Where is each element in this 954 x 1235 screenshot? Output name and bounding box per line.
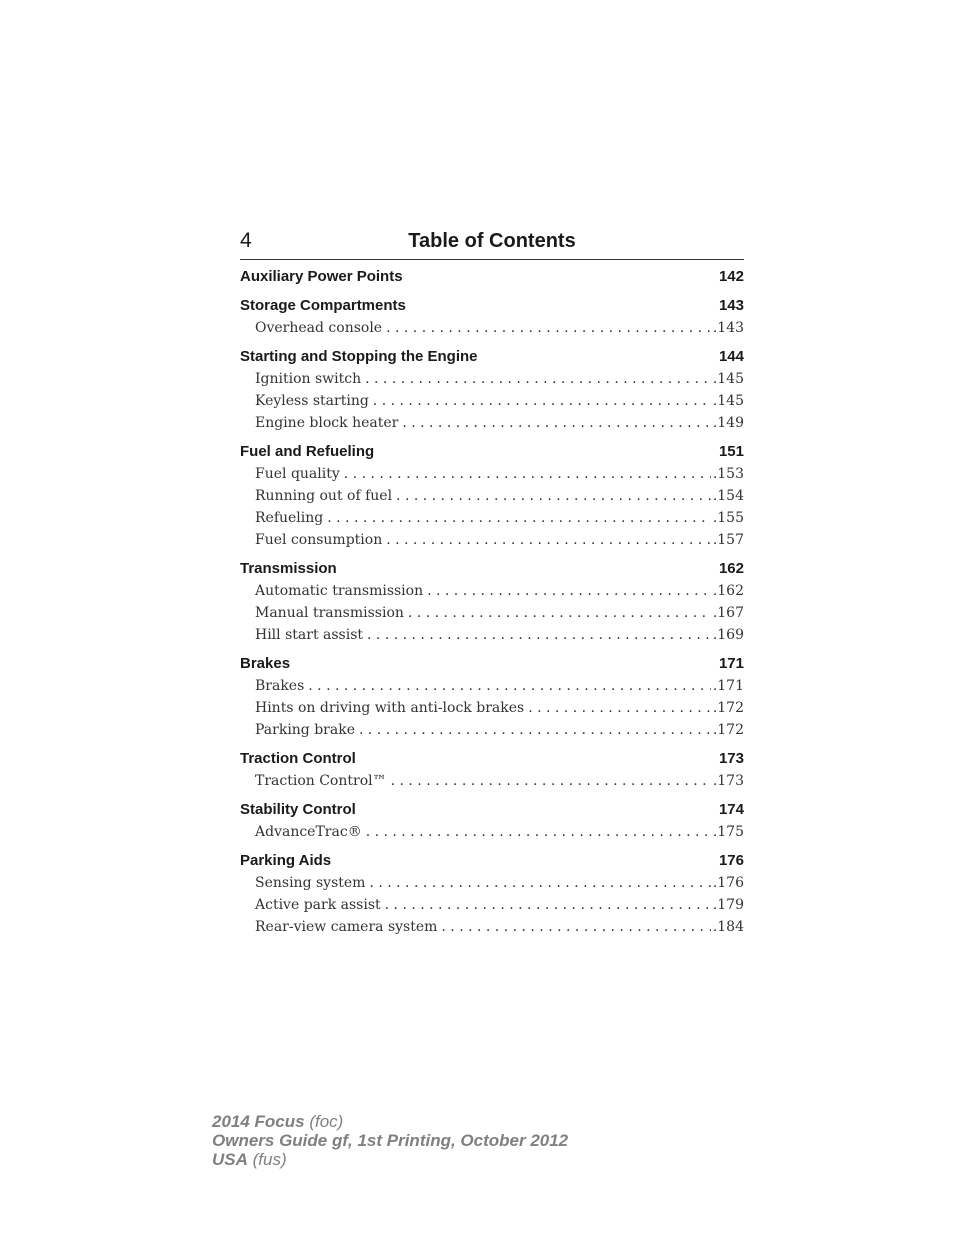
entry-label: Engine block heater xyxy=(255,415,399,431)
footer-line-3 xyxy=(212,1150,568,1169)
toc-section xyxy=(240,850,744,938)
toc-entry[interactable] xyxy=(240,675,744,697)
toc-entry[interactable] xyxy=(240,770,744,792)
toc-entry[interactable] xyxy=(240,697,744,719)
section-page: 143 xyxy=(718,297,744,314)
section-heading[interactable] xyxy=(240,558,744,580)
entry-page: .157 xyxy=(712,532,744,548)
entry-page: .184 xyxy=(712,919,744,935)
section-page: 142 xyxy=(718,268,744,285)
entry-page: .171 xyxy=(712,678,744,694)
dot-leader xyxy=(365,368,711,390)
footer-model: 2014 Focus xyxy=(212,1112,305,1131)
section-heading[interactable] xyxy=(240,346,744,368)
section-page: 171 xyxy=(718,655,744,672)
dot-leader xyxy=(528,697,711,719)
section-heading[interactable] xyxy=(240,850,744,872)
toc-entry[interactable] xyxy=(240,580,744,602)
section-heading[interactable] xyxy=(240,799,744,821)
entry-label: Sensing system xyxy=(255,875,366,891)
entry-page: .179 xyxy=(712,897,744,913)
page-title: Table of Contents xyxy=(408,230,576,252)
section-title: Traction Control xyxy=(240,750,356,767)
section-page: 174 xyxy=(718,801,744,818)
entry-page: .167 xyxy=(712,605,744,621)
toc-entry[interactable] xyxy=(240,317,744,339)
footer-guide: Owners Guide gf, 1st Printing, October 2012 xyxy=(212,1131,569,1150)
section-title: Starting and Stopping the Engine xyxy=(240,348,478,365)
toc-entry[interactable] xyxy=(240,463,744,485)
page-number: 4 xyxy=(240,229,252,252)
toc-section xyxy=(240,295,744,339)
section-title: Stability Control xyxy=(240,801,356,818)
entry-label: Ignition switch xyxy=(255,371,362,387)
toc-section xyxy=(240,748,744,792)
toc-entry[interactable] xyxy=(240,872,744,894)
section-heading[interactable] xyxy=(240,266,744,288)
toc-section xyxy=(240,266,744,288)
entry-label: Active park assist xyxy=(255,897,381,913)
entry-label: Hints on driving with anti-lock brakes xyxy=(255,700,525,716)
dot-leader xyxy=(373,390,711,412)
dot-leader xyxy=(385,894,711,916)
entry-page: .155 xyxy=(712,510,744,526)
dot-leader xyxy=(359,719,711,741)
entry-page: .176 xyxy=(712,875,744,891)
dot-leader xyxy=(441,916,710,938)
entry-page: .143 xyxy=(712,320,744,336)
entry-label: Manual transmission xyxy=(255,605,404,621)
footer-line-1 xyxy=(212,1112,568,1131)
toc-section xyxy=(240,346,744,434)
entry-label: Traction Control™ xyxy=(255,773,387,789)
entry-page: .145 xyxy=(712,393,744,409)
section-page: 144 xyxy=(718,348,744,365)
entry-label: Keyless starting xyxy=(255,393,369,409)
toc-entry[interactable] xyxy=(240,507,744,529)
page-header xyxy=(240,228,744,260)
entry-page: .172 xyxy=(712,700,744,716)
toc-section xyxy=(240,441,744,551)
section-title: Brakes xyxy=(240,655,291,672)
section-heading[interactable] xyxy=(240,748,744,770)
entry-label: Refueling xyxy=(255,510,324,526)
footer-line-2 xyxy=(212,1131,568,1150)
section-heading[interactable] xyxy=(240,295,744,317)
footer-market: USA xyxy=(212,1150,248,1169)
section-title: Fuel and Refueling xyxy=(240,443,375,460)
toc-entry[interactable] xyxy=(240,719,744,741)
entry-label: Running out of fuel xyxy=(255,488,393,504)
toc-entry[interactable] xyxy=(240,624,744,646)
toc-section xyxy=(240,799,744,843)
entry-page: .153 xyxy=(712,466,744,482)
footer-model-code: (foc) xyxy=(304,1112,344,1131)
section-page: 151 xyxy=(718,443,744,460)
toc-entry[interactable] xyxy=(240,368,744,390)
section-title: Parking Aids xyxy=(240,852,332,869)
footer xyxy=(212,1112,568,1169)
entry-page: .169 xyxy=(712,627,744,643)
dot-leader xyxy=(369,872,710,894)
dot-leader xyxy=(386,529,711,551)
section-heading[interactable] xyxy=(240,653,744,675)
table-of-contents xyxy=(240,266,744,945)
dot-leader xyxy=(367,624,711,646)
entry-page: .149 xyxy=(712,415,744,431)
toc-entry[interactable] xyxy=(240,821,744,843)
entry-page: .145 xyxy=(712,371,744,387)
toc-entry[interactable] xyxy=(240,390,744,412)
entry-label: Brakes xyxy=(255,678,305,694)
entry-label: Parking brake xyxy=(255,722,355,738)
section-title: Transmission xyxy=(240,560,337,577)
section-page: 162 xyxy=(718,560,744,577)
entry-page: .173 xyxy=(712,773,744,789)
dot-leader xyxy=(386,317,711,339)
dot-leader xyxy=(427,580,711,602)
entry-label: Hill start assist xyxy=(255,627,364,643)
entry-page: .162 xyxy=(712,583,744,599)
toc-entry[interactable] xyxy=(240,602,744,624)
toc-entry[interactable] xyxy=(240,485,744,507)
section-heading[interactable] xyxy=(240,441,744,463)
dot-leader xyxy=(308,675,711,697)
entry-page: .154 xyxy=(712,488,744,504)
dot-leader xyxy=(391,770,711,792)
toc-entry[interactable] xyxy=(240,916,744,938)
dot-leader xyxy=(402,412,711,434)
entry-page: .172 xyxy=(712,722,744,738)
entry-page: .175 xyxy=(712,824,744,840)
entry-label: Automatic transmission xyxy=(255,583,424,599)
toc-section xyxy=(240,653,744,741)
section-page: 173 xyxy=(718,750,744,767)
entry-label: Rear-view camera system xyxy=(255,919,438,935)
dot-leader xyxy=(366,821,711,843)
section-page: 176 xyxy=(718,852,744,869)
dot-leader xyxy=(396,485,711,507)
dot-leader xyxy=(344,463,711,485)
toc-entry[interactable] xyxy=(240,412,744,434)
section-title: Storage Compartments xyxy=(240,297,406,314)
entry-label: Overhead console xyxy=(255,320,383,336)
footer-market-code: (fus) xyxy=(247,1150,287,1169)
toc-entry[interactable] xyxy=(240,529,744,551)
toc-entry[interactable] xyxy=(240,894,744,916)
dot-leader xyxy=(327,507,711,529)
entry-label: AdvanceTrac® xyxy=(255,824,362,840)
dot-leader xyxy=(408,602,711,624)
entry-label: Fuel consumption xyxy=(255,532,383,548)
entry-label: Fuel quality xyxy=(255,466,340,482)
toc-section xyxy=(240,558,744,646)
section-title: Auxiliary Power Points xyxy=(240,268,403,285)
